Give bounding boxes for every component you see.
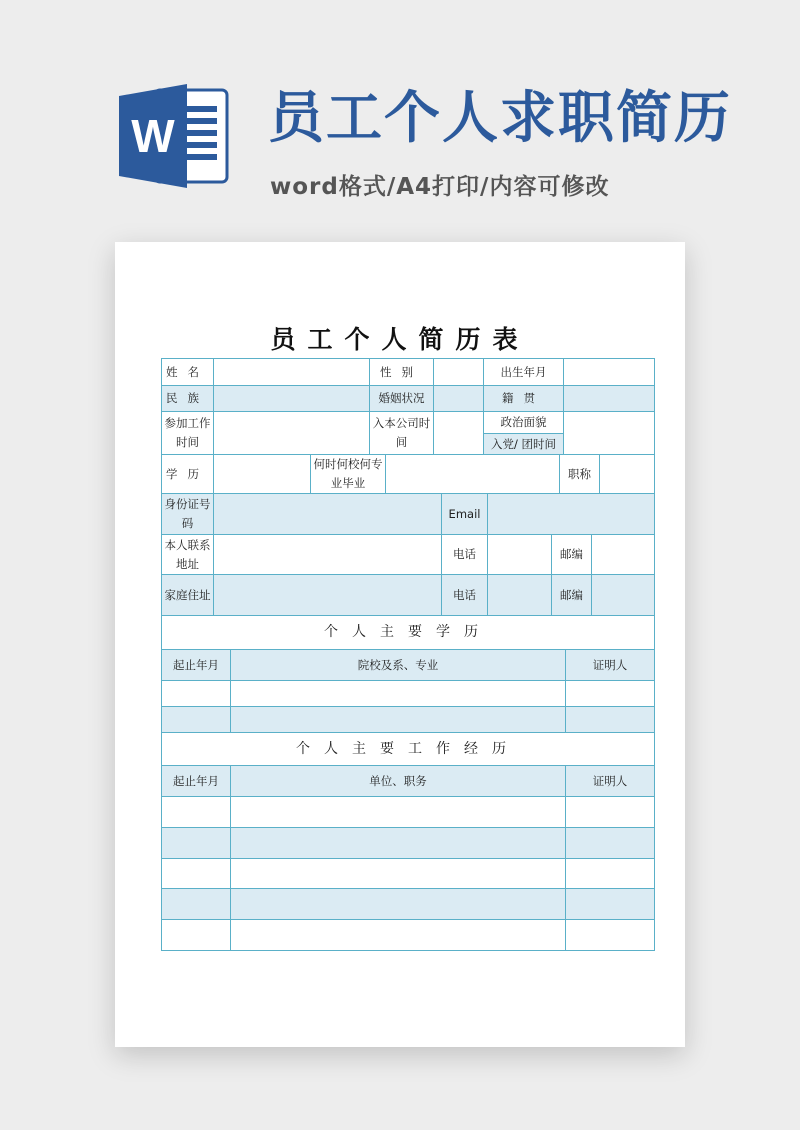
education-col-period: 起止年月 — [162, 650, 231, 681]
label-postcode-2: 邮编 — [552, 575, 592, 616]
work-row-witness[interactable] — [566, 859, 654, 889]
work-col-witness: 证明人 — [566, 766, 654, 797]
work-row-witness[interactable] — [566, 797, 654, 828]
field-postcode-2[interactable] — [592, 575, 654, 616]
label-ethnicity: 民族 — [162, 386, 214, 412]
education-col-witness: 证明人 — [566, 650, 654, 681]
education-row-witness[interactable] — [566, 707, 654, 733]
label-education: 学历 — [162, 455, 214, 494]
field-grad-info[interactable] — [386, 455, 560, 494]
field-job-title[interactable] — [600, 455, 654, 494]
education-row-detail[interactable] — [231, 707, 566, 733]
field-email[interactable] — [488, 494, 654, 535]
label-grad-info: 何时何校何专业毕业 — [311, 455, 386, 494]
field-gender[interactable] — [434, 359, 484, 386]
work-row-period[interactable] — [162, 859, 231, 889]
field-work-start[interactable] — [214, 412, 370, 455]
label-name: 姓名 — [162, 359, 214, 386]
work-row-witness[interactable] — [566, 920, 654, 950]
work-row-period[interactable] — [162, 797, 231, 828]
label-job-title: 职称 — [560, 455, 600, 494]
work-row-witness[interactable] — [566, 828, 654, 859]
field-phone-2[interactable] — [488, 575, 552, 616]
document-page — [115, 242, 685, 1047]
field-postcode[interactable] — [592, 535, 654, 575]
header — [0, 0, 800, 230]
work-row-period[interactable] — [162, 828, 231, 859]
label-home-address: 家庭住址 — [162, 575, 214, 616]
work-section-title: 个人主要工作经历 — [162, 733, 654, 766]
work-row-period[interactable] — [162, 889, 231, 920]
subline: word格式/A4打印/内容可修改 — [270, 174, 610, 200]
work-row-period[interactable] — [162, 920, 231, 950]
field-join-company[interactable] — [434, 412, 484, 455]
education-row-period[interactable] — [162, 707, 231, 733]
label-phone-2: 电话 — [442, 575, 488, 616]
work-row-detail[interactable] — [231, 920, 566, 950]
field-id-number[interactable] — [214, 494, 442, 535]
education-row-period[interactable] — [162, 681, 231, 707]
field-marital[interactable] — [434, 386, 484, 412]
work-col-detail: 单位、职务 — [231, 766, 566, 797]
field-ethnicity[interactable] — [214, 386, 370, 412]
education-row-detail[interactable] — [231, 681, 566, 707]
label-id-number: 身份证号码 — [162, 494, 214, 535]
label-join-company: 入本公司时间 — [370, 412, 434, 455]
field-name[interactable] — [214, 359, 370, 386]
headline: 员工个人求职简历 — [268, 86, 732, 151]
label-contact-address: 本人联系地址 — [162, 535, 214, 575]
work-row-witness[interactable] — [566, 889, 654, 920]
education-section-title: 个人主要学历 — [162, 616, 654, 650]
label-marital: 婚姻状况 — [370, 386, 434, 412]
label-birth: 出生年月 — [484, 359, 564, 386]
field-native[interactable] — [564, 386, 654, 412]
label-gender: 性别 — [370, 359, 434, 386]
work-row-detail[interactable] — [231, 889, 566, 920]
label-work-start: 参加工作时间 — [162, 412, 214, 455]
field-political[interactable] — [564, 412, 654, 455]
label-political: 政治面貌 — [484, 412, 564, 434]
label-email: Email — [442, 494, 488, 535]
field-birth[interactable] — [564, 359, 654, 386]
work-col-period: 起止年月 — [162, 766, 231, 797]
field-education[interactable] — [214, 455, 311, 494]
word-icon-letter: W — [131, 110, 175, 162]
resume-form-table — [161, 358, 655, 951]
education-row-witness[interactable] — [566, 681, 654, 707]
work-row-detail[interactable] — [231, 797, 566, 828]
label-postcode: 邮编 — [552, 535, 592, 575]
document-title: 员工个人简历表 — [270, 325, 530, 354]
field-home-address[interactable] — [214, 575, 442, 616]
label-phone: 电话 — [442, 535, 488, 575]
work-row-detail[interactable] — [231, 828, 566, 859]
field-contact-address[interactable] — [214, 535, 442, 575]
education-col-detail: 院校及系、专业 — [231, 650, 566, 681]
work-row-detail[interactable] — [231, 859, 566, 889]
label-native: 籍贯 — [484, 386, 564, 412]
label-party-time: 入党/ 团时间 — [484, 434, 564, 455]
word-icon — [115, 80, 235, 192]
field-phone[interactable] — [488, 535, 552, 575]
